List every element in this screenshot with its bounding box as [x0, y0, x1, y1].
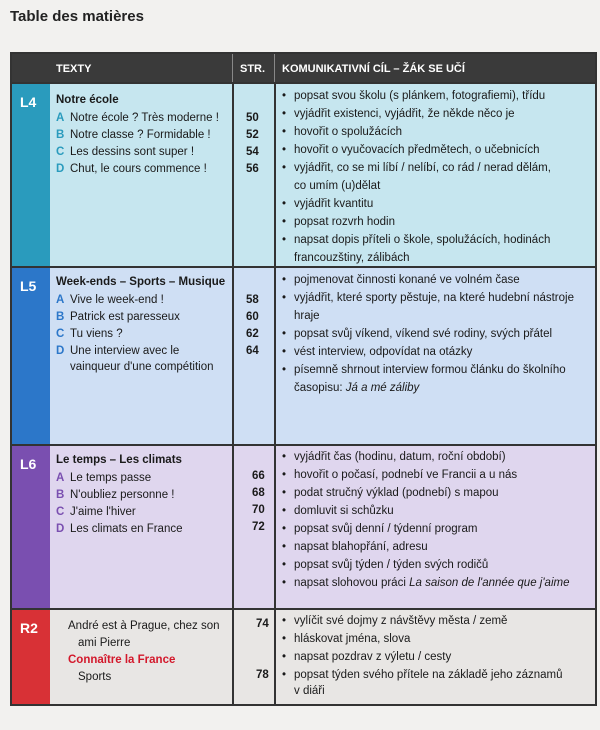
lesson-title: Le temps – Les climats — [56, 454, 182, 466]
section-r2 — [12, 608, 595, 704]
lesson-item: A Notre école ? Très moderne ! — [56, 112, 219, 124]
page-number: 50 — [246, 112, 259, 124]
lesson-item: C Tu viens ? — [56, 328, 123, 340]
page-number: 68 — [252, 487, 265, 499]
goal-item: • pojmenovat činnosti konané ve volném čase — [282, 274, 520, 286]
goal-item: • popsat svůj denní / týdenní program — [282, 523, 478, 535]
goal-item: • popsat svou školu (s plánkem, fotografiemi), třídu — [282, 90, 546, 102]
page-number: 54 — [246, 146, 259, 158]
section-l6 — [12, 444, 595, 608]
r2-text-line1: André est à Prague, chez son — [68, 620, 220, 632]
lesson-item: D Les climats en France — [56, 523, 183, 535]
goal-item: • vylíčit své dojmy z návštěvy města / země — [282, 615, 508, 627]
lesson-item: C J'aime l'hiver — [56, 506, 136, 518]
goal-item: • popsat svůj víkend, víkend své rodiny, svých přátel — [282, 328, 553, 340]
lesson-item: D Chut, le cours commence ! — [56, 163, 207, 175]
section-code: L4 — [12, 84, 50, 266]
lesson-item: A Le temps passe — [56, 472, 152, 484]
r2-text-line2: ami Pierre — [78, 637, 131, 649]
page-number: 56 — [246, 163, 259, 175]
goal-item: • písemně shrnout interview formou článku do školního — [282, 364, 566, 376]
lesson-item: B N'oubliez personne ! — [56, 489, 175, 501]
goal-item: • domluvit si schůzku — [282, 505, 394, 517]
goal-item: • hovořit o počasí, podnebí ve Francii a u nás — [282, 469, 518, 481]
goal-item: • hovořit o spolužácích — [282, 126, 403, 138]
goal-item-continued: časopisu: Já a mé záliby — [294, 382, 420, 394]
goal-item: • vést interview, odpovídat na otázky — [282, 346, 473, 358]
lesson-item: B Patrick est paresseux — [56, 311, 180, 323]
page-number: 74 — [256, 618, 269, 630]
table-header — [12, 54, 595, 84]
page-number: 72 — [252, 521, 265, 533]
goal-item: • vyjádřit, co se mi líbí / nelíbí, co rád / nerad dělám, — [282, 162, 551, 174]
page-number: 62 — [246, 328, 259, 340]
page-number: 70 — [252, 504, 265, 516]
contents-table — [10, 52, 597, 706]
page-number: 60 — [246, 311, 259, 323]
goal-item: • napsat slohovou práci La saison de l'année que j'aime — [282, 577, 570, 589]
goal-item: • hláskovat jména, slova — [282, 633, 411, 645]
header-cil: KOMUNIKATIVNÍ CÍL – ŽÁK SE UČÍ — [282, 63, 465, 75]
page-number: 52 — [246, 129, 259, 141]
section-code: R2 — [12, 610, 50, 704]
goal-item: v diáři — [294, 685, 325, 697]
lesson-item: B Notre classe ? Formidable ! — [56, 129, 211, 141]
page-number: 78 — [256, 669, 269, 681]
header-str: STR. — [240, 63, 266, 75]
page-title: Table des matières — [10, 8, 144, 25]
lesson-title: Week-ends – Sports – Musique — [56, 276, 226, 288]
lesson-item-continued: vainqueur d'une compétition — [70, 361, 214, 373]
section-l4 — [12, 82, 595, 266]
section-l5 — [12, 266, 595, 444]
goal-item: • popsat týden svého přítele na základě jeho záznamů — [282, 669, 563, 681]
lesson-item: D Une interview avec le — [56, 345, 180, 357]
goal-item: • vyjádřit kvantitu — [282, 198, 374, 210]
goal-item: • vyjádřit, které sporty pěstuje, na které hudební nástroje — [282, 292, 574, 304]
goal-item: hraje — [294, 310, 320, 322]
r2-sports: Sports — [78, 671, 112, 683]
goal-item: • vyjádřit existenci, vyjádřit, že někde něco je — [282, 108, 515, 120]
goal-item: • popsat svůj týden / týden svých rodičů — [282, 559, 489, 571]
page-number: 58 — [246, 294, 259, 306]
page-number: 66 — [252, 470, 265, 482]
goal-item: co umím (u)dělat — [294, 180, 381, 192]
goal-item: • napsat pozdrav z výletu / cesty — [282, 651, 452, 663]
goal-item: • vyjádřit čas (hodinu, datum, roční období) — [282, 451, 506, 463]
section-code: L6 — [12, 446, 50, 608]
goal-item: francouzštiny, zálibách — [294, 252, 410, 264]
section-code: L5 — [12, 268, 50, 444]
goal-item: • popsat rozvrh hodin — [282, 216, 396, 228]
goal-item: • hovořit o vyučovacích předmětech, o učebnicích — [282, 144, 540, 156]
goal-item: • napsat blahopřání, adresu — [282, 541, 428, 553]
lesson-item: C Les dessins sont super ! — [56, 146, 195, 158]
header-texty: TEXTY — [56, 63, 92, 75]
goal-item: • podat stručný výklad (podnebí) s mapou — [282, 487, 499, 499]
goal-item: • napsat dopis příteli o škole, spolužácích, hodinách — [282, 234, 551, 246]
lesson-title: Notre école — [56, 94, 119, 106]
lesson-item: A Vive le week-end ! — [56, 294, 164, 306]
r2-highlight: Connaître la France — [68, 654, 176, 666]
page-number: 64 — [246, 345, 259, 357]
